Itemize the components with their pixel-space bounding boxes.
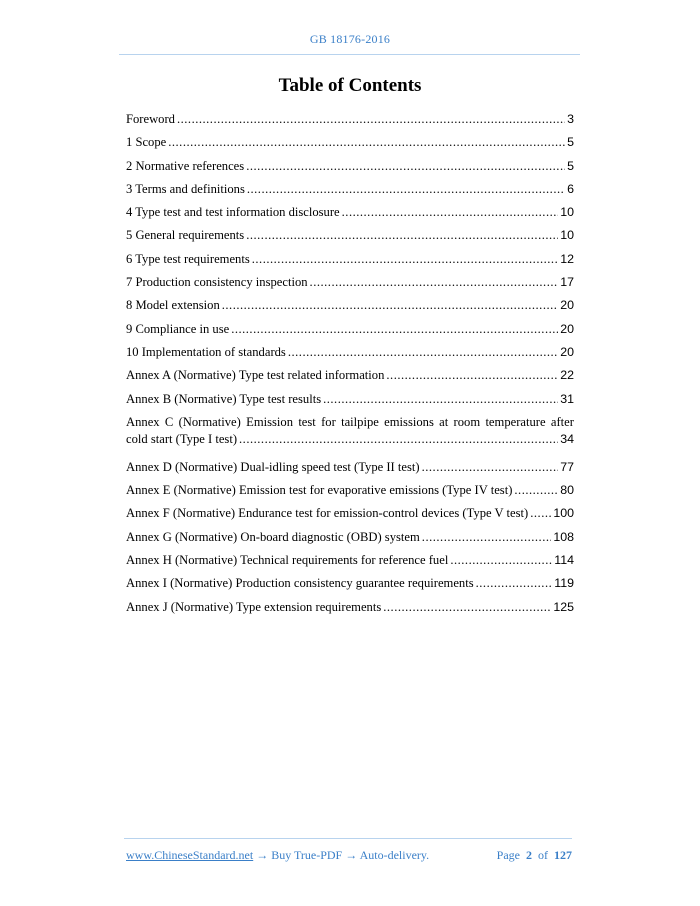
toc-entry-page: 10 xyxy=(560,205,574,220)
dot-leader xyxy=(422,526,552,549)
toc-entry[interactable] xyxy=(126,294,574,317)
header-divider xyxy=(119,54,580,55)
dot-leader xyxy=(231,318,558,341)
toc-entry-label: Annex A (Normative) Type test related information xyxy=(126,368,385,383)
arrow-right-icon: → xyxy=(256,848,269,862)
toc-entry-label-line1 xyxy=(126,414,574,431)
dot-leader xyxy=(177,108,565,131)
toc-entry[interactable] xyxy=(126,224,574,247)
dot-leader xyxy=(530,502,551,525)
toc-entry-label: 3 Terms and definitions xyxy=(126,181,245,196)
dot-leader xyxy=(247,178,565,201)
toc-entry-label-line2: cold start (Type I test) xyxy=(126,431,238,446)
toc-word: room xyxy=(453,414,481,429)
toc-entry-page: 119 xyxy=(554,576,574,591)
toc-entry-label: Annex F (Normative) Endurance test for emission-control devices (Type V test) xyxy=(126,506,529,521)
toc-entry-label: Annex I (Normative) Production consistency guarantee requirements xyxy=(126,576,474,591)
dot-leader xyxy=(222,294,558,317)
current-page: 2 xyxy=(526,848,532,862)
toc-word: for xyxy=(321,414,336,429)
toc-entry-page: 34 xyxy=(560,431,574,446)
dot-leader xyxy=(323,388,558,411)
toc-entry-label: 5 General requirements xyxy=(126,228,245,243)
page-title: Table of Contents xyxy=(278,75,422,96)
toc-word: test xyxy=(298,414,316,429)
toc-entry-label: Foreword xyxy=(126,112,175,126)
toc-entry-page: 20 xyxy=(560,344,574,359)
toc-word: at xyxy=(439,414,449,429)
site-link[interactable]: www.ChineseStandard.net xyxy=(126,848,254,862)
toc-word: C xyxy=(164,414,174,429)
running-header xyxy=(0,32,700,47)
toc-entry-label: 1 Scope xyxy=(126,135,167,150)
toc-entry[interactable] xyxy=(126,364,574,387)
dot-leader xyxy=(422,456,559,479)
toc-entry[interactable] xyxy=(126,178,574,201)
toc-entry-label: 2 Normative references xyxy=(126,158,245,173)
toc-entry-page: 6 xyxy=(567,181,574,196)
toc-entry-page: 77 xyxy=(560,459,574,474)
toc-entry-page: 5 xyxy=(567,158,574,173)
toc-entry[interactable] xyxy=(126,248,574,271)
page-footer xyxy=(126,848,572,863)
dot-leader xyxy=(252,248,558,271)
dot-leader xyxy=(383,596,551,619)
toc-entry-page: 3 xyxy=(567,112,574,126)
toc-entry-page: 100 xyxy=(553,506,574,521)
toc-entry[interactable] xyxy=(126,388,574,411)
toc-entry-page: 80 xyxy=(560,483,574,498)
toc-entry[interactable] xyxy=(126,479,574,502)
dot-leader xyxy=(342,201,559,224)
toc-entry-page: 22 xyxy=(560,368,574,383)
toc-entry-label: Annex D (Normative) Dual-idling speed test (Type II test) xyxy=(126,459,420,474)
toc-entry[interactable] xyxy=(126,526,574,549)
toc-entry-label: Annex G (Normative) On-board diagnostic (OBD) system xyxy=(126,529,420,544)
toc-entry[interactable] xyxy=(126,549,574,572)
toc-entry[interactable] xyxy=(126,341,574,364)
toc-entry[interactable] xyxy=(126,456,574,479)
delivery-text: Auto-delivery. xyxy=(359,848,430,862)
dot-leader xyxy=(239,431,558,448)
dot-leader xyxy=(514,479,558,502)
toc-entry-page: 10 xyxy=(560,228,574,243)
footer-links xyxy=(126,848,429,863)
toc-entry-label: 4 Type test and test information disclosure xyxy=(126,205,340,220)
dot-leader xyxy=(246,155,565,178)
toc-entry-label: Annex B (Normative) Type test results xyxy=(126,391,322,406)
dot-leader xyxy=(386,364,558,387)
toc-entry[interactable] xyxy=(126,155,574,178)
dot-leader xyxy=(168,131,565,154)
toc-entry[interactable] xyxy=(126,318,574,341)
document-id: GB 18176-2016 xyxy=(309,32,391,46)
buy-pdf-text: Buy True-PDF xyxy=(271,848,343,862)
dot-leader xyxy=(450,549,552,572)
dot-leader xyxy=(476,572,553,595)
toc-entry-page: 31 xyxy=(560,391,574,406)
toc-entry-page: 12 xyxy=(560,251,574,266)
toc-entry-label: 8 Model extension xyxy=(126,298,220,313)
toc-word: (Normative) xyxy=(178,414,241,429)
toc-entry-label: Annex E (Normative) Emission test for evaporative emissions (Type IV test) xyxy=(126,483,513,498)
toc-word: tailpipe xyxy=(341,414,379,429)
toc-entry[interactable] xyxy=(126,596,574,619)
toc-entry-page: 108 xyxy=(553,529,574,544)
total-pages: 127 xyxy=(554,848,572,862)
toc-entry-page: 114 xyxy=(554,553,574,568)
toc-word: Emission xyxy=(246,414,294,429)
toc-entry-label: Annex J (Normative) Type extension requirements xyxy=(126,599,382,614)
toc-entry-label: 9 Compliance in use xyxy=(126,321,230,336)
toc-entry[interactable] xyxy=(126,108,574,131)
toc-entry[interactable] xyxy=(126,572,574,595)
toc-word: emissions xyxy=(384,414,434,429)
toc-entry[interactable] xyxy=(126,201,574,224)
arrow-right-icon: → xyxy=(345,848,358,862)
toc-entry-page: 20 xyxy=(560,298,574,313)
toc-entry[interactable] xyxy=(126,414,574,452)
toc-entry-label: 6 Type test requirements xyxy=(126,251,250,266)
dot-leader xyxy=(246,224,558,247)
toc-word: temperature xyxy=(485,414,546,429)
toc-entry-page: 20 xyxy=(560,321,574,336)
toc-entry-page: 125 xyxy=(553,599,574,614)
toc-entry-page: 5 xyxy=(567,135,574,150)
page-indicator: Page 2 of 127 xyxy=(496,848,572,862)
toc-entry[interactable] xyxy=(126,502,574,525)
footer-divider xyxy=(124,838,572,839)
toc-entry-label: 7 Production consistency inspection xyxy=(126,275,308,290)
toc-entry[interactable] xyxy=(126,271,574,294)
dot-leader xyxy=(310,271,559,294)
toc-entry-label: 10 Implementation of standards xyxy=(126,344,286,359)
toc-word: after xyxy=(550,414,574,429)
toc-entry-label: Annex H (Normative) Technical requirements for reference fuel xyxy=(126,553,449,568)
dot-leader xyxy=(288,341,558,364)
toc-word: Annex xyxy=(126,414,160,429)
toc-entry-page: 17 xyxy=(560,275,574,290)
toc-entry[interactable] xyxy=(126,131,574,154)
table-of-contents xyxy=(126,108,574,619)
